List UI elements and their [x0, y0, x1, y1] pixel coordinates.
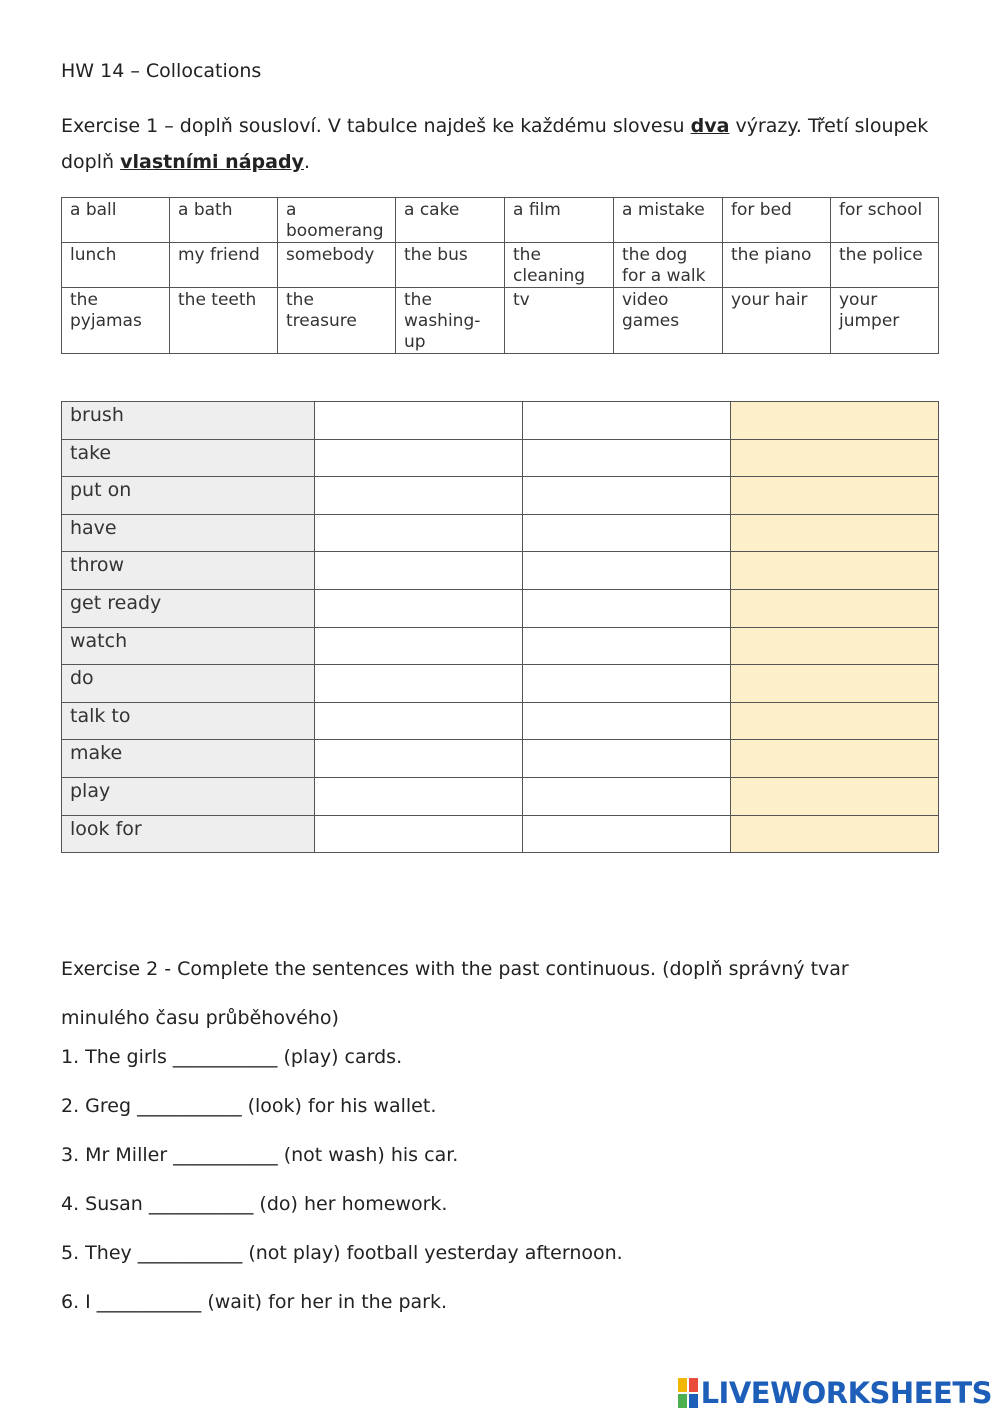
verb-cell: take	[62, 439, 315, 477]
answer-cell	[523, 402, 731, 440]
verb-cell: play	[62, 777, 315, 815]
answer-cell	[523, 552, 731, 590]
verb-cell: throw	[62, 552, 315, 590]
word-bank-row	[62, 198, 939, 243]
collocation-row	[62, 815, 939, 853]
worksheet-title: HW 14 – Collocations	[61, 60, 262, 82]
word-bank-cell: for bed	[723, 198, 831, 243]
liveworksheets-logo-icon	[678, 1378, 698, 1408]
verb-cell: put on	[62, 477, 315, 515]
verb-cell: have	[62, 514, 315, 552]
verb-cell: get ready	[62, 589, 315, 627]
exercise2-instruction: Exercise 2 - Complete the sentences with the past continuous. (doplň správný tvar minulého času průběhového)	[61, 958, 849, 1029]
collocation-input[interactable]	[523, 477, 730, 514]
logo-text: LIVEWORKSHEETS	[700, 1376, 992, 1410]
word-bank-cell: for school	[831, 198, 939, 243]
word-bank-table	[61, 197, 939, 354]
verb-cell: do	[62, 665, 315, 703]
collocation-table	[61, 401, 939, 853]
own-idea-input[interactable]	[731, 628, 938, 665]
liveworksheets-logo	[678, 1376, 992, 1410]
instr-text-1: Exercise 1 – doplň sousloví. V tabulce najdeš ke každému slovesu	[61, 115, 691, 137]
instr-text-3: .	[303, 151, 310, 173]
instr-text-2: výrazy. Třetí sloupek doplň	[61, 115, 929, 173]
word-bank-cell: video games	[614, 288, 723, 354]
word-bank-cell: lunch	[62, 243, 170, 288]
own-idea-input[interactable]	[731, 590, 938, 627]
collocation-input[interactable]	[315, 816, 522, 853]
own-idea-cell	[731, 702, 939, 740]
collocation-input[interactable]	[315, 477, 522, 514]
answer-cell	[315, 552, 523, 590]
collocation-input[interactable]	[523, 515, 730, 552]
own-idea-input[interactable]	[731, 740, 938, 777]
collocation-input[interactable]	[523, 590, 730, 627]
own-idea-input[interactable]	[731, 665, 938, 702]
answer-cell	[523, 815, 731, 853]
collocation-input[interactable]	[315, 515, 522, 552]
own-idea-input[interactable]	[731, 515, 938, 552]
word-bank-cell: the treasure	[278, 288, 396, 354]
collocation-input[interactable]	[315, 402, 522, 439]
collocation-input[interactable]	[523, 778, 730, 815]
collocation-input[interactable]	[315, 440, 522, 477]
collocation-input[interactable]	[315, 665, 522, 702]
word-bank-cell: the dog for a walk	[614, 243, 723, 288]
word-bank-cell: a film	[505, 198, 614, 243]
collocation-input[interactable]	[315, 590, 522, 627]
own-idea-cell	[731, 589, 939, 627]
instr-emphasis-own-ideas: vlastními nápady	[120, 151, 304, 173]
answer-cell	[315, 589, 523, 627]
own-idea-cell	[731, 439, 939, 477]
instr-emphasis-dva: dva	[690, 115, 730, 137]
own-idea-cell	[731, 627, 939, 665]
exercise1-instruction	[61, 108, 941, 180]
answer-cell	[315, 477, 523, 515]
answer-cell	[523, 702, 731, 740]
collocation-row	[62, 477, 939, 515]
answer-cell	[523, 627, 731, 665]
own-idea-input[interactable]	[731, 703, 938, 740]
own-idea-cell	[731, 777, 939, 815]
sentence-2: 2. Greg ___________ (look) for his wallet.	[61, 1095, 437, 1117]
collocation-input[interactable]	[523, 402, 730, 439]
word-bank-cell: your hair	[723, 288, 831, 354]
word-bank-cell: a bath	[170, 198, 278, 243]
collocation-input[interactable]	[523, 665, 730, 702]
sentence-5: 5. They ___________ (not play) football yesterday afternoon.	[61, 1242, 623, 1264]
word-bank-cell: my friend	[170, 243, 278, 288]
own-idea-input[interactable]	[731, 816, 938, 853]
word-bank-cell: a ball	[62, 198, 170, 243]
collocation-input[interactable]	[523, 440, 730, 477]
collocation-row	[62, 665, 939, 703]
collocation-input[interactable]	[523, 628, 730, 665]
answer-cell	[315, 702, 523, 740]
word-bank-cell: a boomerang	[278, 198, 396, 243]
own-idea-cell	[731, 402, 939, 440]
collocation-row	[62, 514, 939, 552]
answer-cell	[523, 589, 731, 627]
own-idea-cell	[731, 740, 939, 778]
answer-cell	[315, 514, 523, 552]
answer-cell	[523, 439, 731, 477]
answer-cell	[523, 665, 731, 703]
collocation-row	[62, 589, 939, 627]
answer-cell	[315, 439, 523, 477]
answer-cell	[315, 402, 523, 440]
answer-cell	[315, 777, 523, 815]
answer-cell	[315, 665, 523, 703]
own-idea-input[interactable]	[731, 402, 938, 439]
word-bank-cell: tv	[505, 288, 614, 354]
word-bank-row	[62, 243, 939, 288]
collocation-row	[62, 439, 939, 477]
verb-cell: brush	[62, 402, 315, 440]
collocation-row	[62, 627, 939, 665]
word-bank-cell: the bus	[396, 243, 505, 288]
own-idea-input[interactable]	[731, 440, 938, 477]
own-idea-cell	[731, 552, 939, 590]
word-bank-cell: the washing-up	[396, 288, 505, 354]
collocation-row	[62, 402, 939, 440]
collocation-input[interactable]	[315, 552, 522, 589]
collocation-row	[62, 702, 939, 740]
collocation-input[interactable]	[315, 628, 522, 665]
sentence-1: 1. The girls ___________ (play) cards.	[61, 1046, 403, 1068]
own-idea-input[interactable]	[731, 552, 938, 589]
word-bank-cell: the teeth	[170, 288, 278, 354]
sentence-4: 4. Susan ___________ (do) her homework.	[61, 1193, 448, 1215]
own-idea-cell	[731, 815, 939, 853]
answer-cell	[523, 777, 731, 815]
own-idea-cell	[731, 514, 939, 552]
collocation-input[interactable]	[523, 816, 730, 853]
verb-cell: look for	[62, 815, 315, 853]
answer-cell	[315, 627, 523, 665]
answer-cell	[523, 740, 731, 778]
own-idea-cell	[731, 665, 939, 703]
word-bank-cell: the piano	[723, 243, 831, 288]
collocation-row	[62, 552, 939, 590]
collocation-input[interactable]	[315, 703, 522, 740]
answer-cell	[315, 815, 523, 853]
word-bank-cell: a mistake	[614, 198, 723, 243]
word-bank-cell: the cleaning	[505, 243, 614, 288]
own-idea-input[interactable]	[731, 477, 938, 514]
answer-cell	[523, 514, 731, 552]
word-bank-cell: a cake	[396, 198, 505, 243]
word-bank-cell: the pyjamas	[62, 288, 170, 354]
verb-cell: make	[62, 740, 315, 778]
collocation-row	[62, 740, 939, 778]
answer-cell	[315, 740, 523, 778]
word-bank-cell: the police	[831, 243, 939, 288]
sentence-3: 3. Mr Miller ___________ (not wash) his car.	[61, 1144, 459, 1166]
collocation-input[interactable]	[315, 778, 522, 815]
word-bank-row	[62, 288, 939, 354]
collocation-input[interactable]	[523, 552, 730, 589]
collocation-input[interactable]	[523, 740, 730, 777]
collocation-input[interactable]	[315, 740, 522, 777]
verb-cell: talk to	[62, 702, 315, 740]
sentence-6: 6. I ___________ (wait) for her in the park.	[61, 1291, 448, 1313]
word-bank-cell: your jumper	[831, 288, 939, 354]
own-idea-input[interactable]	[731, 778, 938, 815]
verb-cell: watch	[62, 627, 315, 665]
collocation-input[interactable]	[523, 703, 730, 740]
collocation-row	[62, 777, 939, 815]
own-idea-cell	[731, 477, 939, 515]
answer-cell	[523, 477, 731, 515]
word-bank-cell: somebody	[278, 243, 396, 288]
